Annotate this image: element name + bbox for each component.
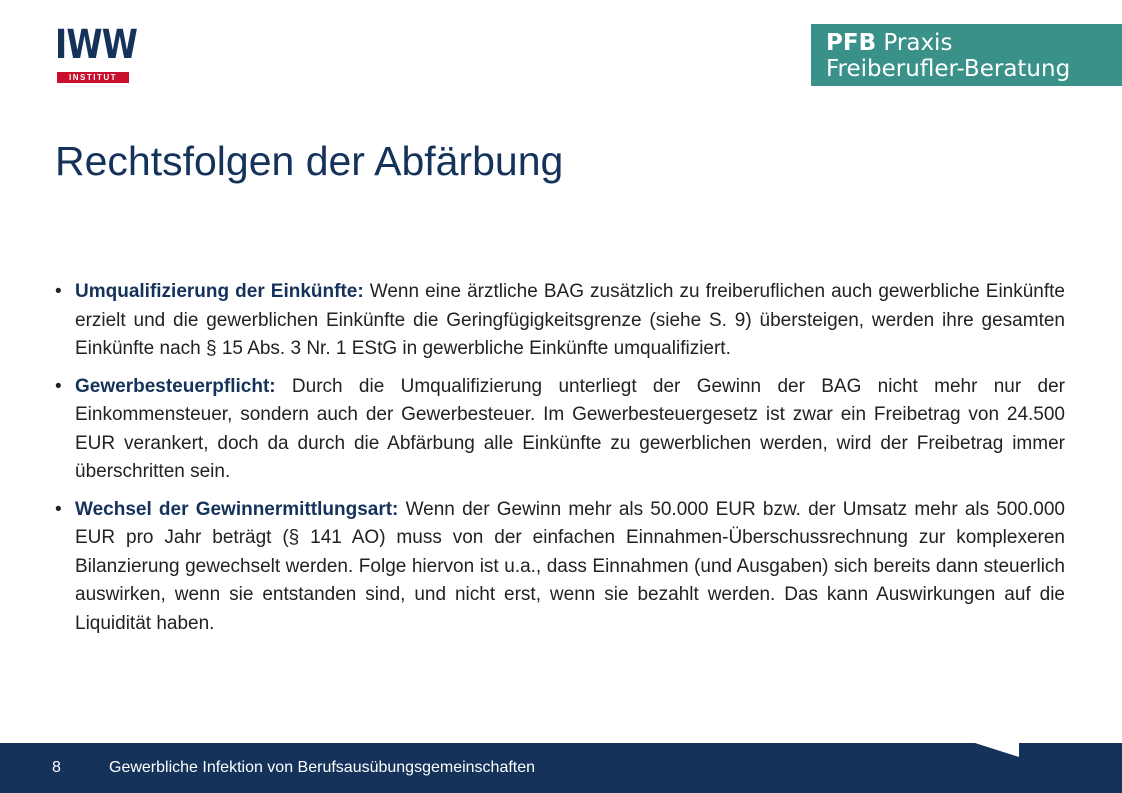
iww-logo-subtitle: INSTITUT: [57, 72, 129, 83]
bullet-item-gewerbesteuerpflicht: [55, 373, 1065, 487]
pfb-logo-line2: Freiberufler-Beratung: [826, 56, 1071, 82]
pfb-logo-strong: PFB: [826, 30, 877, 56]
slide-title: Rechtsfolgen der Abfärbung: [55, 138, 564, 184]
bullet-dot-icon: •: [55, 281, 62, 302]
pfb-praxis-logo: [811, 24, 1122, 86]
bullet-dot-icon: •: [55, 375, 62, 397]
bullet-dot-icon: •: [55, 498, 62, 520]
footer-page-number: 8: [52, 759, 61, 776]
pfb-logo-line1: [826, 30, 1122, 56]
iww-institut-logo: [55, 22, 138, 82]
bullet-text: Wenn eine ärztliche BAG zusätzlich zu freiberuflichen auch gewerbliche Einkünfte erzielt und die gewerblichen Einkünfte die Geringfügigkeitsgrenze (siehe S. 9) übersteigen, werden ihre gesamten Einkünfte nach § 15 Abs. 3 Nr. 1 EStG in gewerbliche Einkünfte umqualifiziert.: [75, 281, 1065, 359]
bullet-heading: Gewerbesteuerpflicht:: [75, 375, 276, 397]
bullet-item-umqualifizierung: [55, 278, 1065, 364]
footer-bar: [0, 743, 1122, 793]
bullet-text: Durch die Umqualifizierung unterliegt der Gewinn der BAG nicht mehr nur der Einkommensteuer, sondern auch der Gewerbesteuer. Im Gewerbesteuergesetz ist zwar ein Freibetrag von 24.500 EUR verankert, doch da durch die Abfärbung alle Einkünfte zu gewerblichen werden, wird der Freibetrag immer überschritten sein.: [75, 375, 1065, 482]
pfb-logo-rest: Praxis: [883, 30, 953, 56]
bullet-item-gewinnermittlungsart: [55, 496, 1065, 639]
bullet-heading: Wechsel der Gewinnermittlungsart:: [75, 498, 399, 520]
iww-logo-letters: IWW: [55, 22, 138, 68]
footer-notch-shape: [975, 743, 1019, 757]
bullet-heading: Umqualifizierung der Einkünfte:: [75, 281, 364, 302]
footer-title: Gewerbliche Infektion von Berufsausübungsgemeinschaften: [109, 759, 536, 776]
bullet-text: Wenn der Gewinn mehr als 50.000 EUR bzw. der Umsatz mehr als 500.000 EUR pro Jahr beträgt (§ 141 AO) muss von der einfachen Einnahmen-Überschussrechnung zur komplexeren Bilanzierung gewechselt werden. Folge hiervon ist u.a., dass Einnahmen (und Ausgaben) sich bereits dann steuerlich auswirken, wenn sie entstanden sind, und nicht erst, wenn sie bezahlt werden. Das kann Auswirkungen auf die Liquidität haben.: [75, 498, 1065, 634]
bullet-list: [55, 278, 1065, 647]
